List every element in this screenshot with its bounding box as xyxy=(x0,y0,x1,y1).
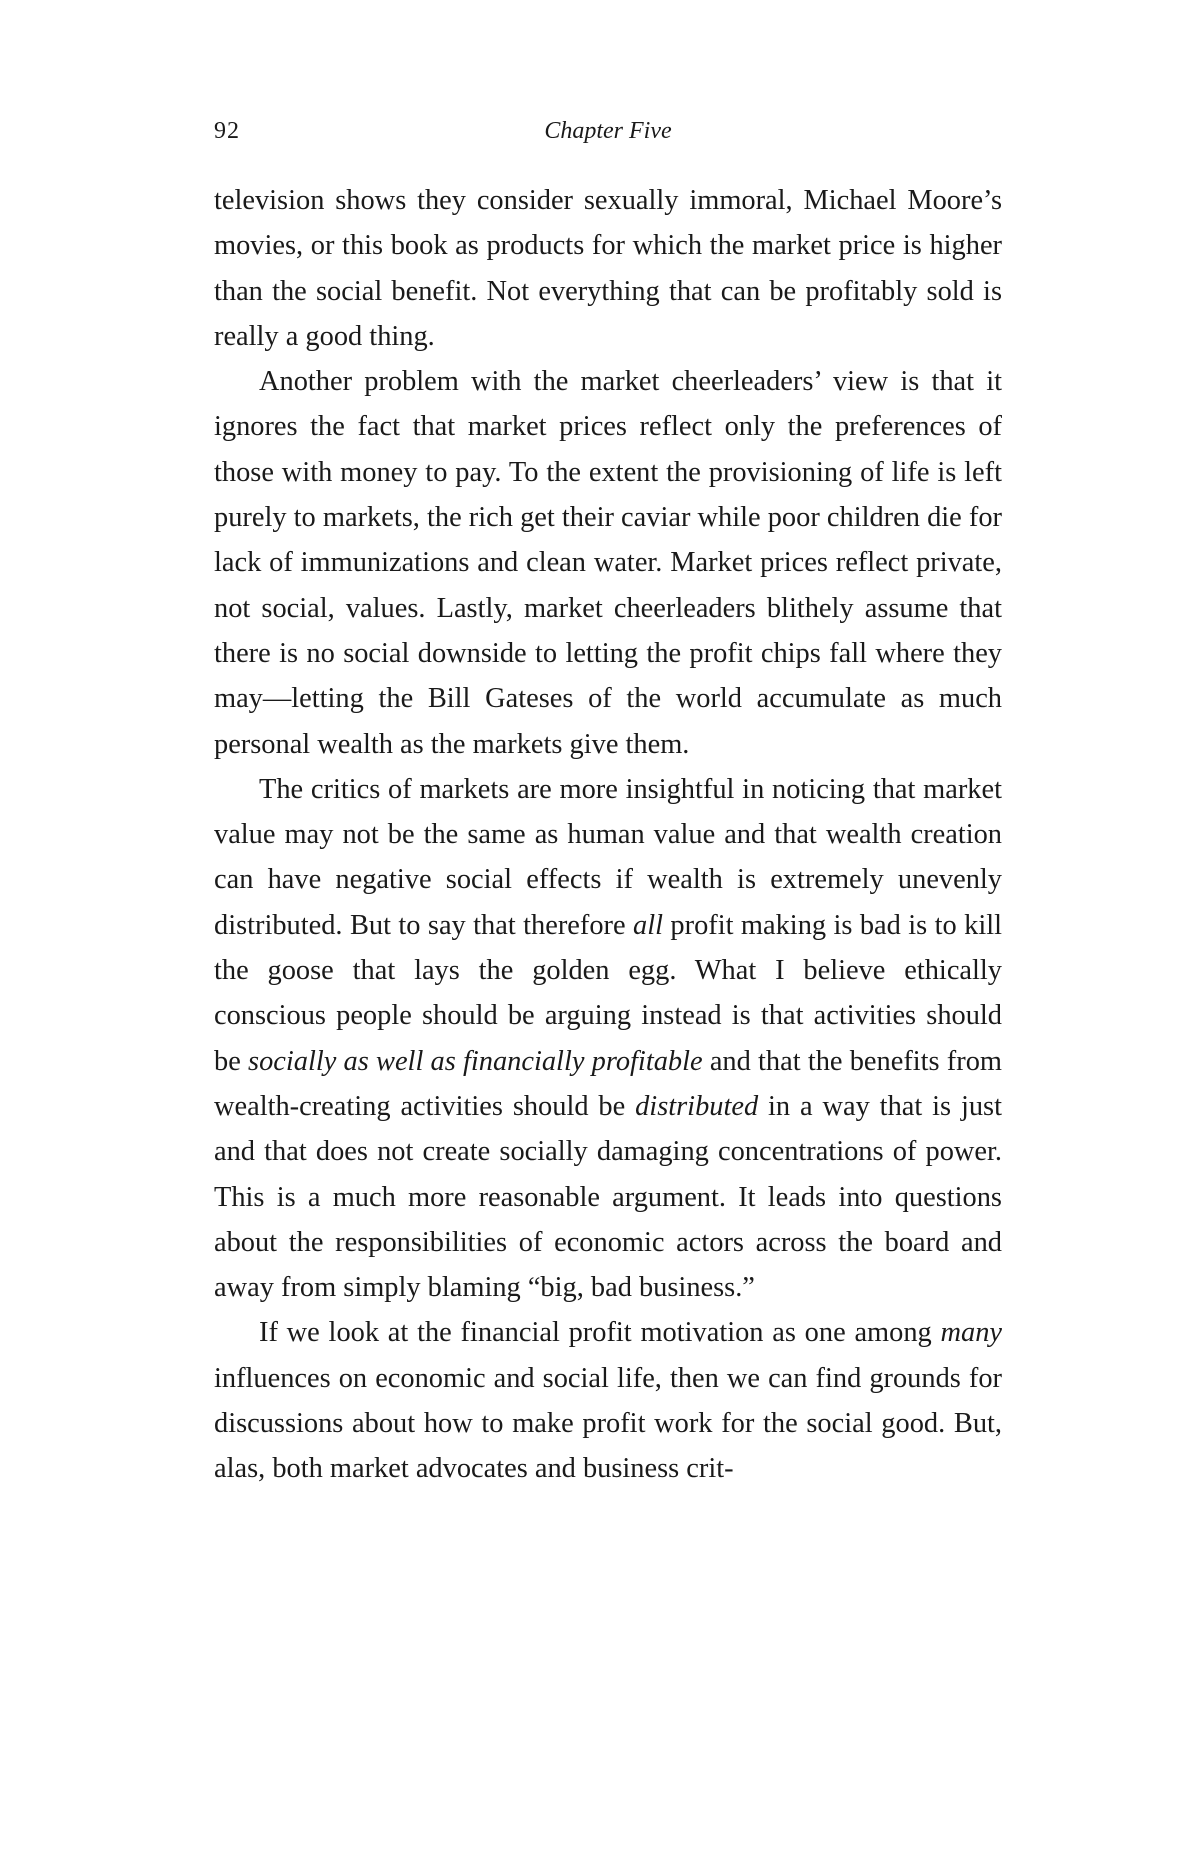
emphasis-text: distributed xyxy=(635,1090,759,1122)
paragraph-text: If we look at the financial profit motivation as one among xyxy=(259,1317,941,1349)
paragraph-text: profit making is bad is to kill the goose that lays the golden egg. What I believe ethically conscious people should be arguing instead is that activities should be xyxy=(214,909,1002,1077)
emphasis-text: socially as well as financially profitable xyxy=(248,1045,703,1077)
paragraph-text: and that the benefits from wealth-creating activities should be xyxy=(214,1045,1002,1122)
paragraph-3 xyxy=(214,767,1002,1311)
emphasis-text: many xyxy=(940,1317,1002,1349)
paragraph-text: Another problem with the market cheerleaders’ view is that it ignores the fact that market prices reflect only the preferences of those with money to pay. To the extent the provisioning of life is left purely to markets, the rich get their caviar while poor children die for lack of immunizations and clean water. Market prices reflect private, not social, values. Lastly, market cheerleaders blithely assume that there is no social downside to letting the profit chips fall where they may—letting the Bill Gateses of the world accumulate as much personal wealth as the markets give them. xyxy=(214,366,1002,760)
body-text xyxy=(214,178,1002,1492)
paragraph-text: television shows they consider sexually immoral, Michael Moore’s movies, or this book as products for which the market price is higher than the social benefit. Not everything that can be profitably sold is really a good thing. xyxy=(214,185,1002,352)
running-head xyxy=(214,118,1002,150)
paragraph-2 xyxy=(214,359,1002,767)
paragraph-1 xyxy=(214,178,1002,359)
paragraph-text: influences on economic and social life, then we can find grounds for discussions about how to make profit work for the social good. But, alas, both market advocates and business crit- xyxy=(214,1362,1002,1485)
paragraph-text: The critics of markets are more insightful in noticing that market value may not be the same as human value and that wealth creation can have negative social effects if wealth is extremely unevenly distributed. But to say that therefore xyxy=(214,773,1002,941)
paragraph-4 xyxy=(214,1310,1002,1491)
emphasis-text: all xyxy=(633,909,664,941)
paragraph-text: in a way that is just and that does not create socially damaging concentrations of power. This is a much more reasonable argument. It leads into questions about the responsibilities of economic actors across the board and away from simply blaming “big, bad business.” xyxy=(214,1090,1002,1304)
page-number: 92 xyxy=(214,118,240,144)
chapter-title: Chapter Five xyxy=(544,118,672,144)
